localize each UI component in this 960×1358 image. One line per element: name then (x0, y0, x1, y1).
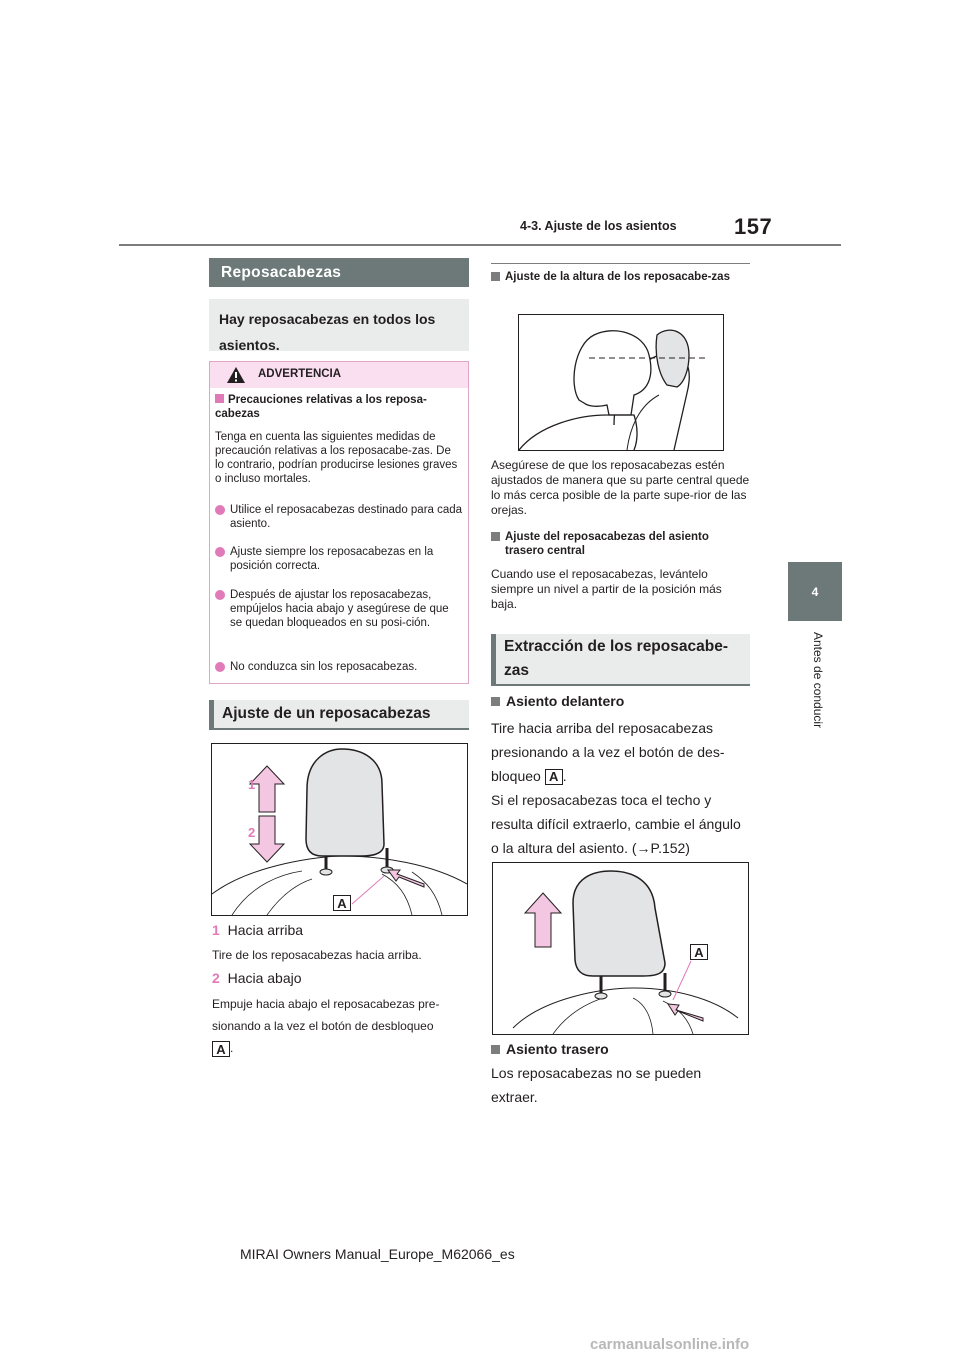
rear-seat-text: Los reposacabezas no se pueden extraer. (491, 1065, 702, 1105)
step-1-text: Tire de los reposacabezas hacia arriba. (212, 948, 422, 962)
rear-center-title: Ajuste del reposacabezas del asiento trasero central (491, 530, 750, 558)
figure-label-a: A (333, 895, 351, 911)
rear-center-text: Cuando use el reposacabezas, levántelo siempre un nivel a partir de la posición más baja. (491, 567, 722, 611)
step-2: 2 Hacia abajo (212, 970, 302, 986)
intro-box: Hay reposacabezas en todos los asientos. (209, 299, 469, 351)
column-rule (491, 263, 750, 264)
section-title-extraccion: Extracción de los reposacabe-zas (491, 634, 750, 686)
headrest-removal-figure (492, 862, 749, 1035)
step-2-text-1: Empuje hacia abajo el reposacabezas pre- (212, 997, 440, 1011)
front-seat-text-2: bloqueo A . (491, 768, 567, 785)
square-bullet-icon (491, 532, 500, 541)
warning-text: Tenga en cuenta las siguientes medidas de precaución relativas a los reposacabe-zas. De lo contrario, podrían producirse lesiones graves o incluso mortales. (215, 431, 458, 485)
figure-label-2: 2 (248, 825, 256, 840)
section-title-reposacabezas: Reposacabezas (209, 258, 469, 287)
dot-bullet-icon (215, 590, 225, 600)
square-bullet-icon (491, 272, 500, 281)
warning-bullet: Después de ajustar los reposacabezas, empújelos hacia abajo y asegúrese de que se quedan bloqueados en su posi-ción. (215, 588, 463, 630)
warning-bullet: Ajuste siempre los reposacabezas en la posición correcta. (215, 545, 463, 573)
figure-label-a: A (690, 944, 708, 960)
step-1: 1 Hacia arriba (212, 922, 304, 938)
watermark: carmanualsonline.info (590, 1336, 750, 1353)
warning-title: ADVERTENCIA (258, 368, 342, 380)
page-number: 157 (734, 214, 773, 239)
section-title-ajuste: Ajuste de un reposacabezas (209, 700, 469, 730)
dot-bullet-icon (215, 662, 225, 672)
chapter-tab[interactable]: 4 (788, 562, 842, 621)
dot-bullet-icon (215, 505, 225, 515)
square-bullet-icon (491, 1045, 500, 1054)
square-bullet-icon (215, 394, 224, 403)
step-2-text-2: sionando a la vez el botón de desbloqueo (212, 1019, 434, 1033)
front-seat-text-3: Si el reposacabezas toca el techo y resulta difícil extraerlo, cambie el ángulo o la altura del asiento. (→P.152) (491, 792, 741, 856)
warning-subtitle: Precauciones relativas a los reposa-cabezas (215, 394, 427, 420)
footer: MIRAI Owners Manual_Europe_M62066_es (240, 1246, 515, 1262)
front-seat-text-1: Tire hacia arriba del reposacabezas presionando a la vez el botón de des- (491, 720, 725, 760)
chapter-label: Antes de conducir (811, 632, 825, 729)
square-bullet-icon (491, 697, 500, 706)
height-text: Asegúrese de que los reposacabezas estén ajustados de manera que su parte central quede lo más cerca posible de la parte supe-rior de las orejas. (491, 458, 750, 517)
dot-bullet-icon (215, 547, 225, 557)
section-title: 4-3. Ajuste de los asientos (520, 219, 677, 233)
warning-bullet: No conduzca sin los reposacabezas. (215, 660, 463, 674)
step-2-end: A . (212, 1041, 233, 1057)
figure-label-1: 1 (248, 777, 256, 792)
header-rule (119, 244, 841, 246)
height-title: Ajuste de la altura de los reposacabe-zas (491, 270, 750, 284)
rear-seat-title: Asiento trasero (491, 1041, 609, 1057)
head-height-figure (518, 314, 724, 451)
front-seat-title: Asiento delantero (491, 693, 624, 709)
warning-triangle-icon (226, 366, 246, 384)
warning-bullet: Utilice el reposacabezas destinado para cada asiento. (215, 503, 463, 531)
